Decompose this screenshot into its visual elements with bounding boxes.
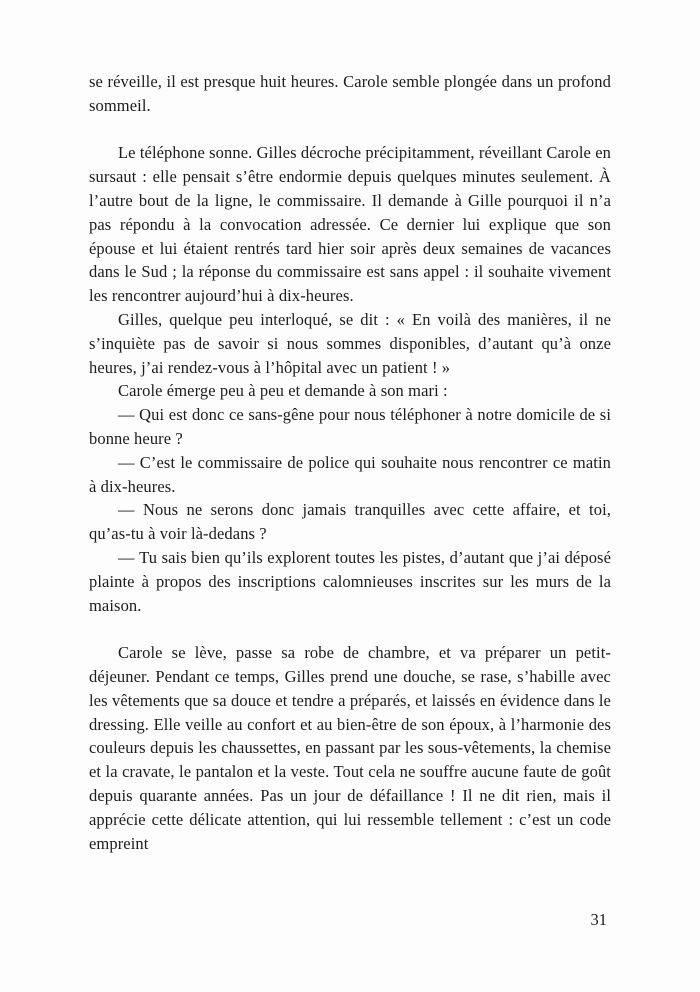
paragraph: Carole émerge peu à peu et demande à son mari :: [118, 381, 448, 401]
paragraph: — Tu sais bien qu’ils explorent toutes les pistes, d’autant que j’ai déposé plainte à propos des inscriptions calomnieuses inscrites sur les murs de la maison.: [89, 547, 611, 615]
paragraph: Carole se lève, passe sa robe de chambre, et va préparer un petit-déjeuner. Pendant ce temps, Gilles prend une douche, se rase, s’habille avec les vêtements que sa douce et tendre a préparés, et laissés en évidence dans le dressing. Elle veille au confort et au bien-être de son époux, à l’harmonie des couleurs depuis les chaussettes, en passant par les sous-vêtements, la chemise et la cravate, le pantalon et la veste. Tout cela ne souffre aucune faute de goût depuis quarante années. Pas un jour de défaillance ! Il ne dit rien, mais il apprécie cette délicate attention, qui lui ressemble tellement : c’est un code empreint: [89, 643, 611, 853]
paragraph: — Qui est donc ce sans-gêne pour nous téléphoner à notre domicile de si bonne heure ?: [89, 405, 611, 448]
paragraph: Gilles, quelque peu interloqué, se dit : « En voilà des manières, il ne s’inquiète pas de savoir si nous sommes disponibles, d’autant qu’à onze heures, j’ai rendez-vous à l’hôpital avec un patient ! »: [89, 309, 611, 377]
paragraph: Le téléphone sonne. Gilles décroche précipitamment, réveillant Carole en sursaut : elle pensait s’être endormie depuis quelques minutes seulement. À l’autre bout de la ligne, le commissaire. Il demande à Gille pourquoi il n’a pas répondu à la convocation adressée. Ce dernier lui explique que son épouse et lui étaient rentrés tard hier soir après deux semaines de vacances dans le Sud ; la réponse du commissaire est sans appel : il souhaite vivement les rencontrer aujourd’hui à dix-heures.: [89, 143, 611, 306]
paragraph: se réveille, il est presque huit heures. Carole semble plongée dans un profond sommeil.: [89, 72, 611, 115]
page-text: [89, 70, 611, 855]
paragraph: — Nous ne serons donc jamais tranquilles avec cette affaire, et toi, qu’as-tu à voir là-dedans ?: [89, 500, 611, 544]
paragraph: — C’est le commissaire de police qui souhaite nous rencontrer ce matin à dix-heures.: [89, 452, 611, 496]
page-number: 31: [590, 910, 607, 929]
